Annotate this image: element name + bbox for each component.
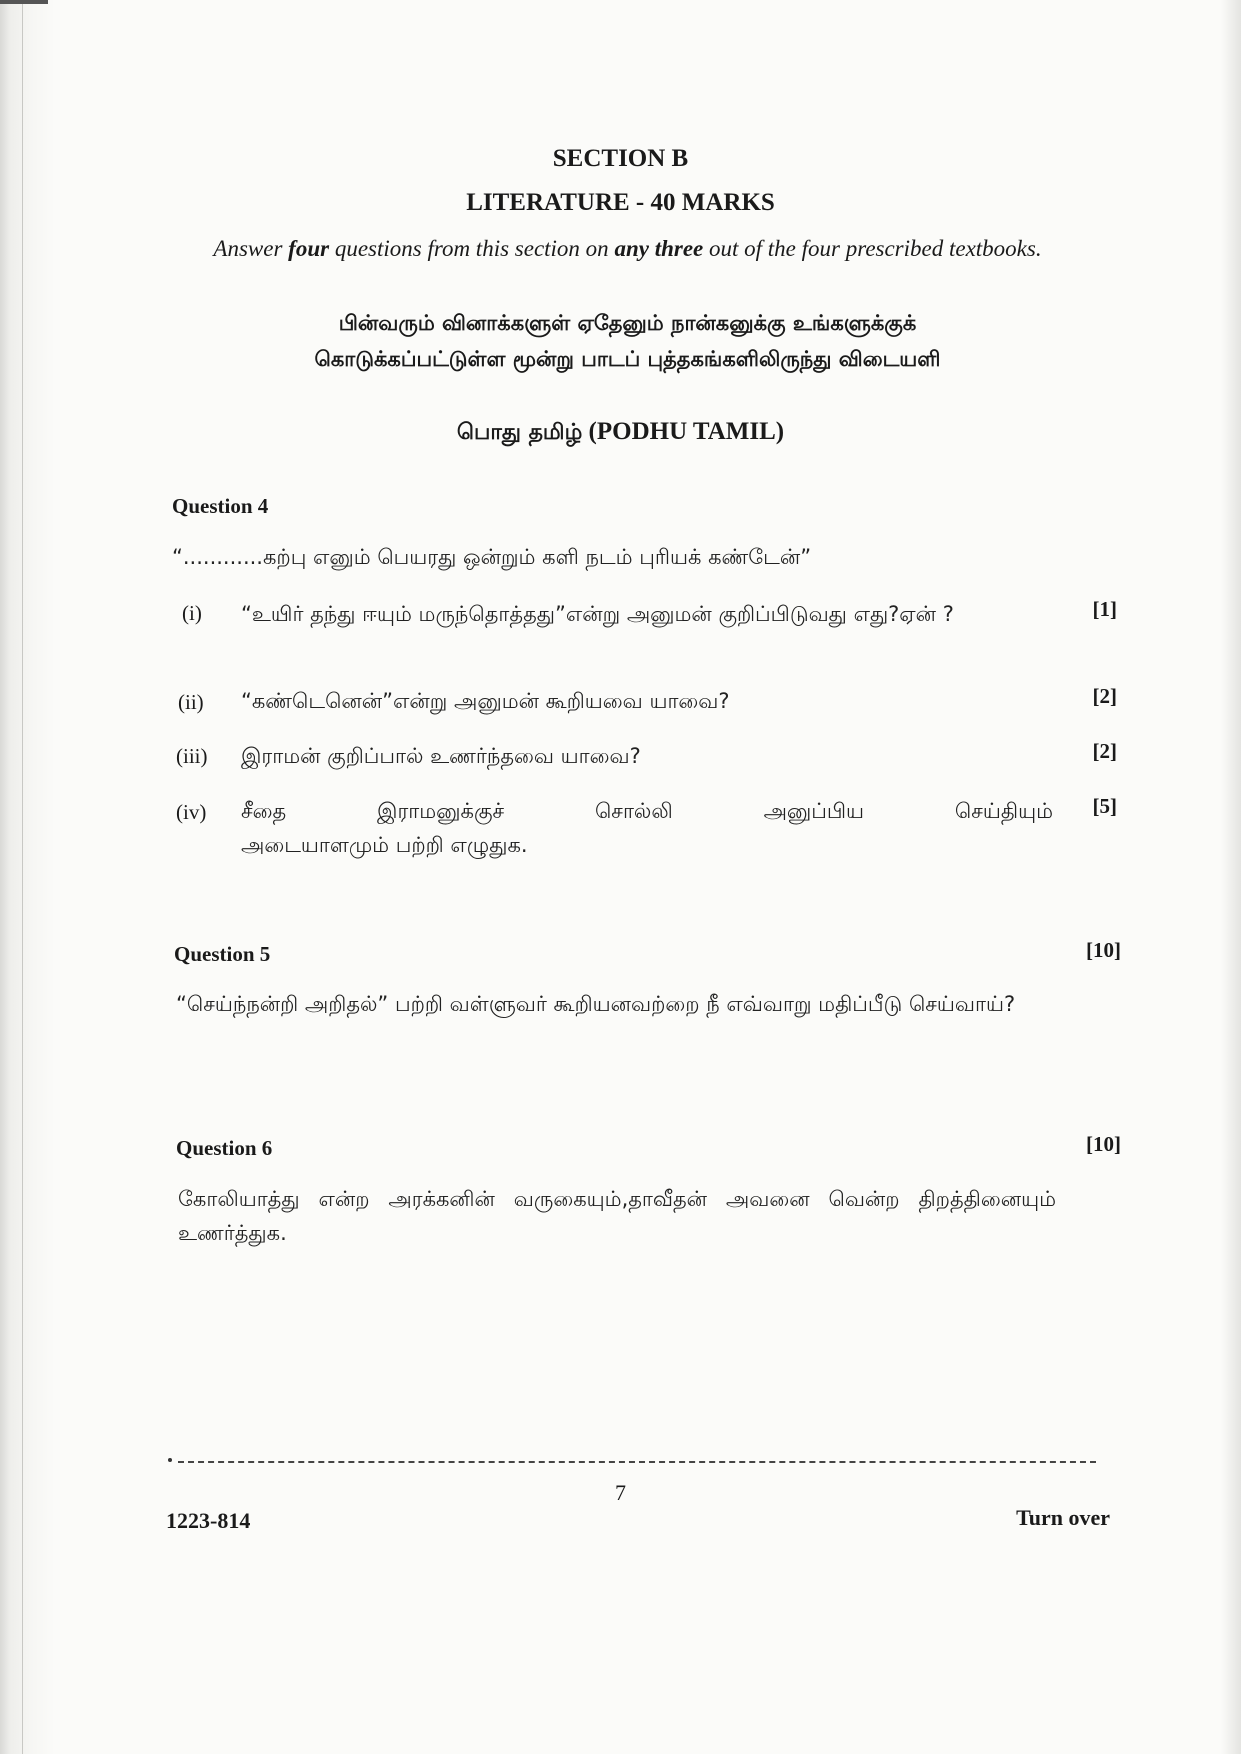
q4-item-num: (i) — [182, 601, 202, 625]
q4-item-num: (iv) — [176, 800, 207, 824]
question-4-heading: Question 4 — [172, 494, 269, 518]
footer-dot — [168, 1458, 172, 1462]
question-5-marks: [10] — [1086, 938, 1121, 962]
q4-item-marks: [2] — [1092, 739, 1117, 763]
section-title: SECTION B — [552, 145, 689, 172]
q4-item-num: (ii) — [178, 690, 204, 714]
page-number: 7 — [615, 1480, 626, 1505]
q4-item-marks: [1] — [1092, 597, 1117, 621]
q4-item-text: இராமன் குறிப்பால் உணர்ந்தவை யாவை? — [241, 744, 641, 768]
question-5-text: “செய்ந்நன்றி அறிதல்” பற்றி வள்ளுவர் கூறியனவற்றை நீ எவ்வாறு மதிப்பீடு செய்வாய்? — [176, 992, 1016, 1016]
question-6-text: கோலியாத்து என்ற அரக்கனின் வருகையும்,தாவீதன் அவனை வென்ற திறத்தினையும் உணர்த்துக. — [178, 1187, 1056, 1245]
q4-item-text-line2: அடையாளமும் பற்றி எழுதுக. — [241, 833, 528, 857]
question-6-heading: Question 6 — [176, 1136, 273, 1160]
subject-title: பொது தமிழ் (PODHU TAMIL) — [456, 418, 785, 445]
footer-dashed-rule — [178, 1461, 1096, 1463]
q4-item-marks: [2] — [1092, 684, 1117, 708]
instruction-tamil-line1: பின்வரும் வினாக்களுள் ஏதேனும் நான்கனுக்கு உங்களுக்குக் — [338, 311, 917, 335]
paper-code: 1223-814 — [166, 1508, 251, 1533]
q4-item-text: “உயிர் தந்து ஈயும் மருந்தொத்தது”என்று அனுமன் குறிப்பிடுவது எது?ஏன் ? — [241, 602, 954, 626]
q4-item-text-line1: சீதை இராமனுக்குச் சொல்லி அனுப்பிய செய்தியும் — [241, 799, 1053, 823]
instruction-tamil — [190, 305, 1065, 377]
turn-over-label: Turn over — [1016, 1505, 1110, 1530]
question-4-quote: “............கற்பு எனும் பெயரது ஒன்றும் களி நடம் புரியக் கண்டேன்” — [172, 545, 812, 569]
q4-item-num: (iii) — [176, 744, 208, 768]
question-5-heading: Question 5 — [174, 942, 271, 966]
scan-corner-mark — [0, 0, 48, 4]
q4-item-marks: [5] — [1092, 794, 1117, 818]
literature-title: LITERATURE - 40 MARKS — [466, 189, 775, 216]
instruction-tamil-line2: கொடுக்கப்பட்டுள்ள மூன்று பாடப் புத்தகங்களிலிருந்து விடையளி — [314, 347, 941, 371]
q4-item-text: “கண்டெனென்”என்று அனுமன் கூறியவை யாவை? — [241, 689, 730, 713]
question-6-marks: [10] — [1086, 1132, 1121, 1156]
instruction-english: Answer four questions from this section on any three out of the four prescribed textbooks. — [213, 236, 1042, 261]
